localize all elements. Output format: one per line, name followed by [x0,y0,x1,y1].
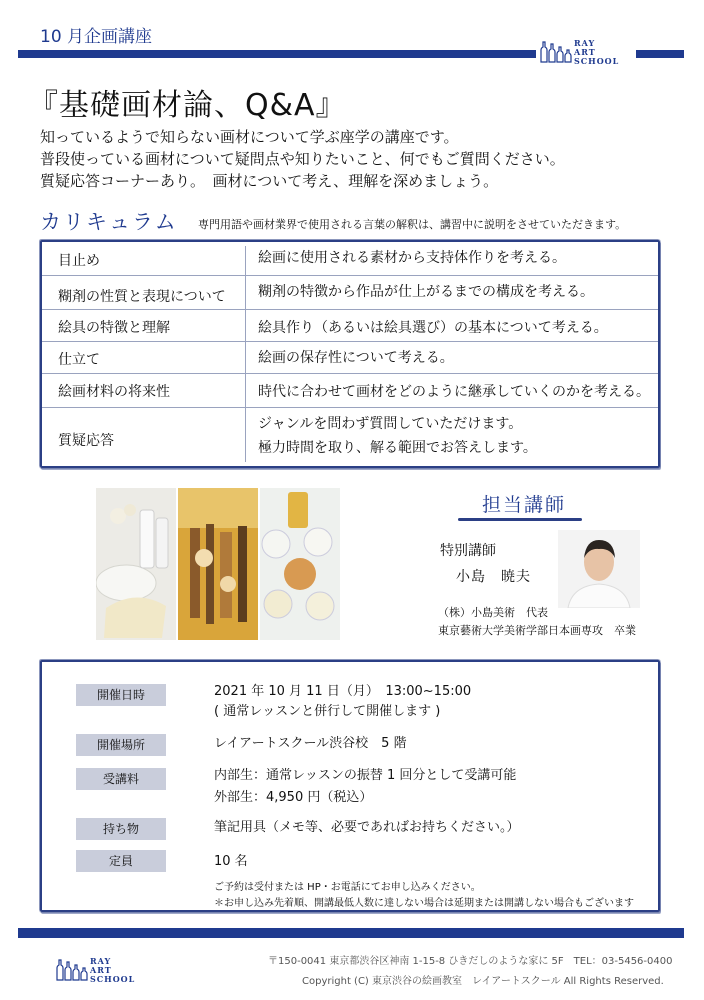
instructor-heading: 担当講師 [482,494,567,516]
instructor-company: （株）小島美術 代表 [438,606,548,619]
event-info-box [40,660,660,912]
instructor-role: 特別講師 [440,543,496,559]
logo-line3: SCHOOL [90,974,136,984]
instructor-school: 東京藝術大学美術学部日本画専攻 卒業 [438,624,636,637]
bottles-icon [538,40,572,64]
footer-copyright: Copyright (C) 東京渋谷の絵画教室 レイアートスクール All Rights Reserved. [302,976,664,987]
cancellation-notice: ＊お申し込み先着順、開講最低人数に達しない場合は延期または開講しない場合もございます [214,898,634,909]
footer-bar [18,928,684,938]
row-desc: 絵具作り（あるいは絵具選び）の基本について考える。 [258,320,608,336]
logo-line3: SCHOOL [574,56,620,66]
capacity-label: 定員 [76,850,166,872]
heading-underline [458,518,582,521]
intro-line: 質疑応答コーナーあり。 画材について考え、理解を深めましょう。 [40,172,499,190]
row-topic: 質疑応答 [58,433,114,449]
page-title: 『基礎画材論、Q&A』 [28,88,347,123]
fee-external: 外部生：4,950 円（税込） [214,790,373,805]
row-topic: 絵具の特徴と理解 [58,320,170,336]
instructor-photo [558,530,640,608]
row-desc-line: 極力時間を取り、解る範囲でお答えします。 [258,440,537,456]
row-desc: 絵画に使用される素材から支持体作りを考える。 [258,250,566,266]
table-row [42,276,658,310]
row-desc-line: ジャンルを問わず質問していただけます。 [258,416,523,432]
reservation-notice: ご予約は受付または HP・お電話にてお申し込みください。 [214,882,481,893]
table-row [42,310,658,342]
logo-line2: ART [574,47,596,57]
row-topic: 絵画材料の将来性 [58,384,170,400]
footer-logo[interactable] [52,956,152,986]
row-desc [258,412,537,460]
curriculum-table [40,240,660,468]
row-desc: 糊剤の特徴から作品が仕上がるまでの構成を考える。 [258,284,594,300]
intro-line: 普段使っている画材について疑問点や知りたいこと、何でもご質問ください。 [40,150,565,168]
table-row [42,408,658,466]
materials-photo-3 [260,488,340,640]
capacity-value: 10 名 [214,854,248,869]
logo-line2: ART [90,965,112,975]
materials-photo-2 [178,488,258,640]
instructor-name: 小島 暁夫 [456,569,531,585]
row-desc: 絵画の保存性について考える。 [258,350,454,366]
fee-label: 受講料 [76,768,166,790]
date-value: 2021 年 10 月 11 日（月） 13:00~15:00 [214,684,472,699]
row-topic: 仕立て [58,352,100,368]
row-desc: 時代に合わせて画材をどのように継承していくのかを考える。 [258,384,650,400]
items-label: 持ち物 [76,818,166,840]
table-row [42,374,658,408]
place-label: 開催場所 [76,734,166,756]
table-row [42,242,658,276]
footer-address: 〒150-0041 東京都渋谷区神南 1-15-8 ひきだしのような家に 5F TEL：03-5456-0400 [268,956,673,967]
date-note: ( 通常レッスンと併行して開催します ) [214,704,441,719]
place-value: レイアートスクール渋谷校 5 階 [214,736,407,751]
intro-text [40,126,565,192]
date-label: 開催日時 [76,684,166,706]
curriculum-note: 専門用語や画材業界で使用される言葉の解釈は、講習中に説明をさせていただきます。 [198,218,627,231]
intro-line: 知っているようで知らない画材について学ぶ座学の講座です。 [40,128,459,146]
bottles-icon [54,958,88,982]
header-label: 10 月企画講座 [40,27,153,47]
row-topic: 糊剤の性質と表現について [58,289,226,305]
school-logo[interactable] [536,38,636,68]
materials-photo-1 [96,488,176,640]
fee-member: 内部生：通常レッスンの振替 1 回分として受講可能 [214,768,517,783]
logo-line1: RAY [90,956,112,966]
logo-line1: RAY [574,38,596,48]
row-topic: 目止め [58,253,100,269]
table-row [42,342,658,374]
items-value: 筆記用具（メモ等、必要であればお持ちください。） [214,820,520,835]
curriculum-heading: カリキュラム [40,210,178,234]
